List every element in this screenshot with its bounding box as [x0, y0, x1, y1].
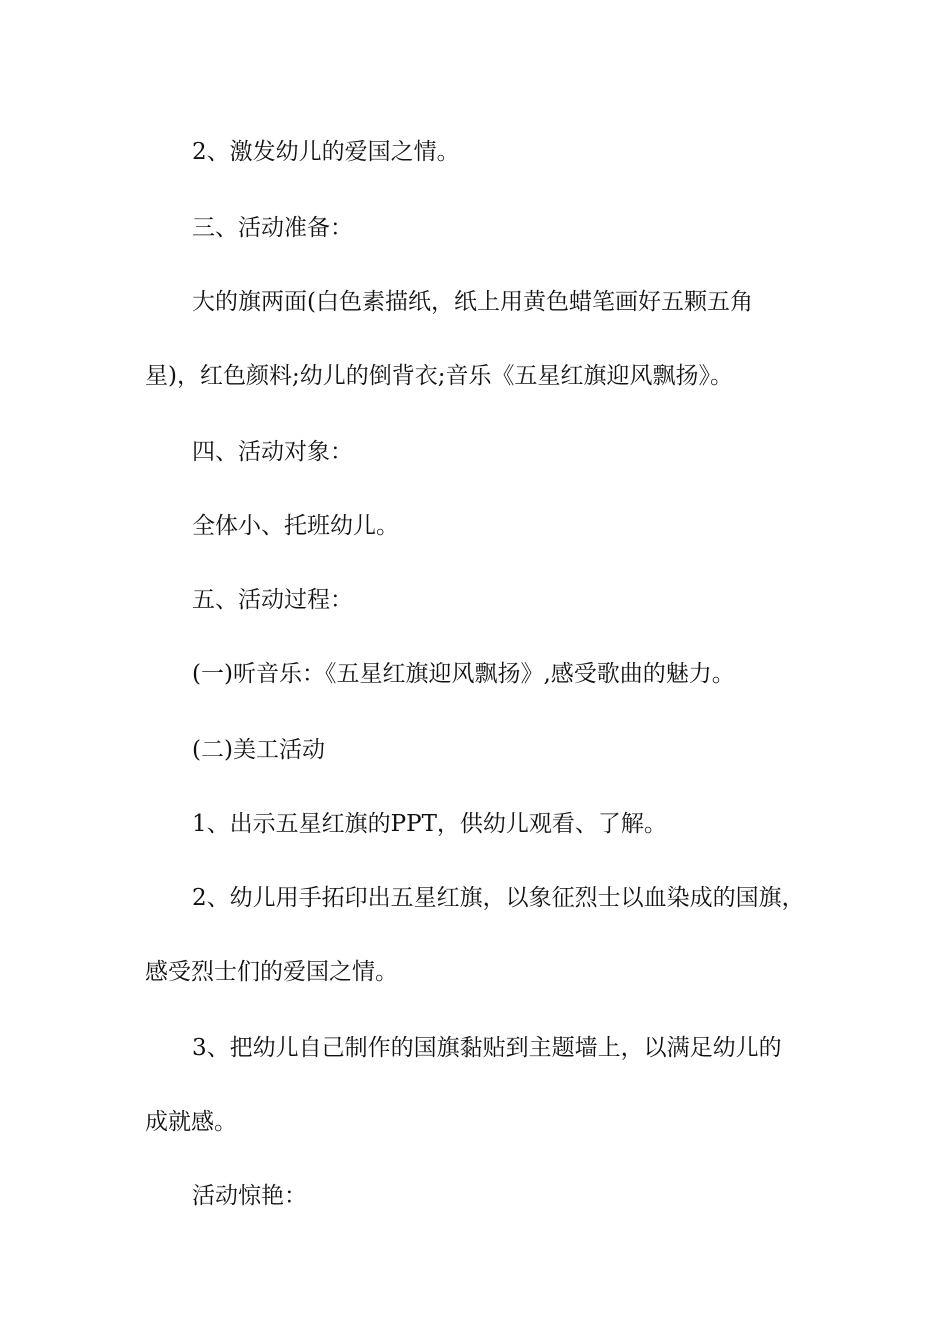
- text-line-art-1: 1、出示五星红旗的PPT，供幼儿观看、了解。: [192, 811, 667, 837]
- text-line-art-3b: 成就感。: [145, 1109, 237, 1135]
- text-line-participants: 全体小、托班幼儿。: [192, 513, 399, 539]
- heading-participants: 四、活动对象：: [192, 439, 353, 465]
- text-line-art-2b: 感受烈士们的爱国之情。: [145, 959, 398, 985]
- text-line-music: (一)听音乐：《五星红旗迎风飘扬》,感受歌曲的魅力。: [192, 661, 735, 687]
- heading-activity-highlight: 活动惊艳：: [192, 1183, 307, 1209]
- text-line-preparation-1: 大的旗两面(白色素描纸，纸上用黄色蜡笔画好五颗五角: [192, 289, 753, 315]
- text-line-art-3a: 3、把幼儿自己制作的国旗黏贴到主题墙上，以满足幼儿的: [192, 1035, 782, 1061]
- text-line-goal-2: 2、激发幼儿的爱国之情。: [192, 139, 460, 165]
- heading-process: 五、活动过程：: [192, 587, 353, 613]
- text-line-art-2a: 2、幼儿用手拓印出五星红旗，以象征烈士以血染成的国旗，: [192, 885, 805, 911]
- text-line-preparation-2: 星)，红色颜料;幼儿的倒背衣;音乐《五星红旗迎风飘扬》。: [145, 363, 733, 389]
- subheading-art-activity: (二)美工活动: [192, 737, 325, 763]
- heading-preparation: 三、活动准备：: [192, 215, 353, 241]
